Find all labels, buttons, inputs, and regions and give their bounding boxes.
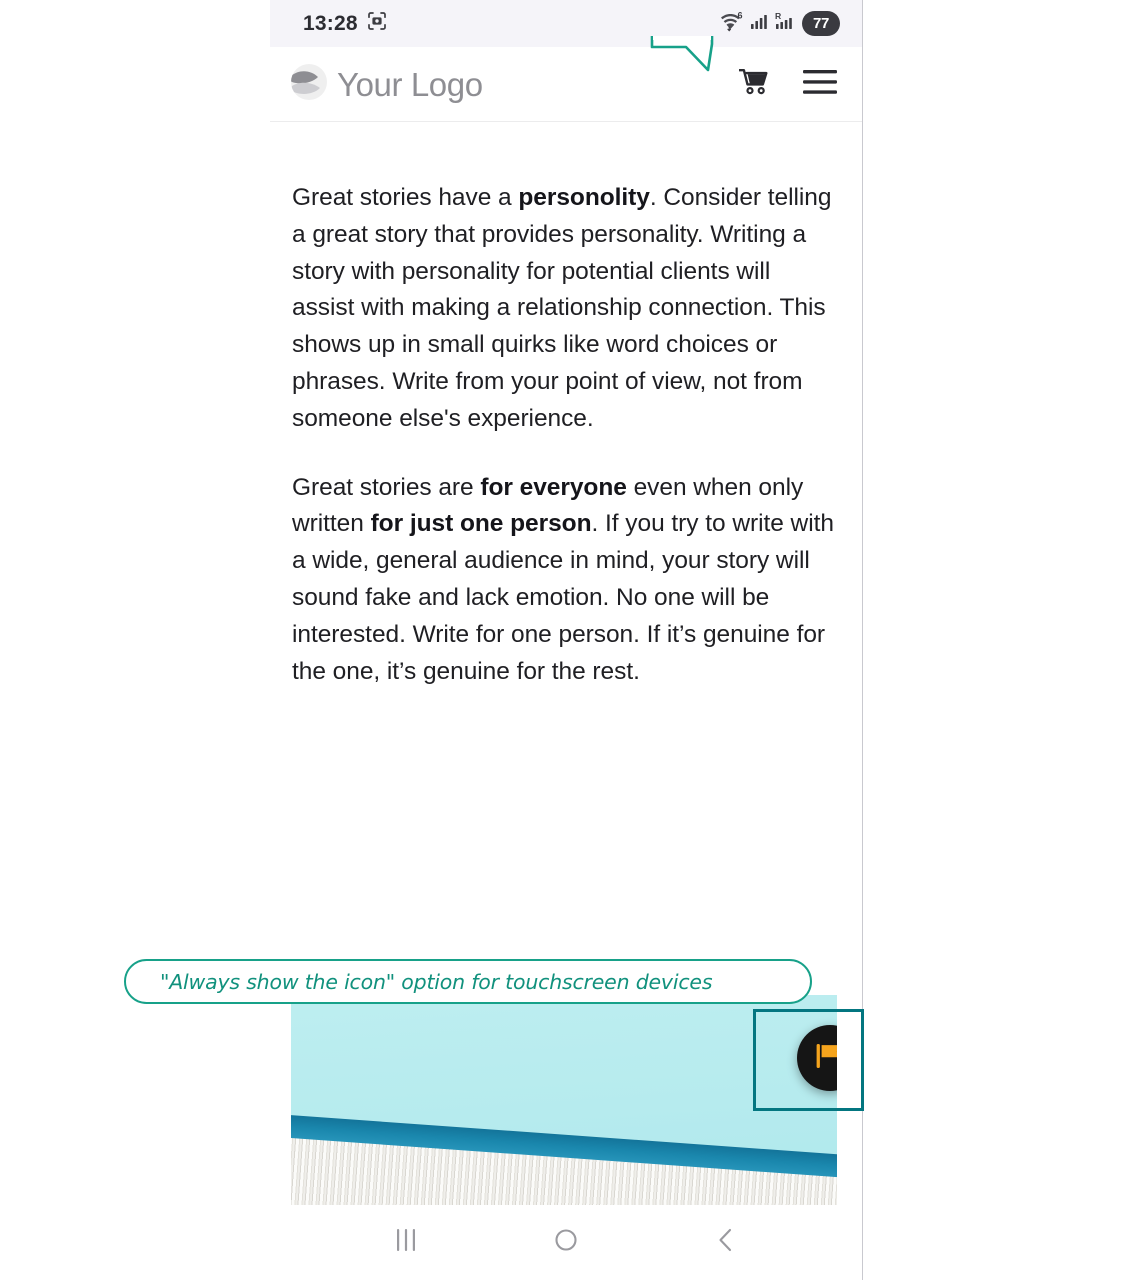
- annotation-callout-bubble: [124, 959, 812, 1004]
- annotation-callout-tail: [650, 36, 730, 89]
- svg-text:R: R: [775, 11, 782, 21]
- header-actions: [739, 68, 837, 101]
- status-bar-right: [720, 10, 840, 37]
- hamburger-menu-icon[interactable]: [803, 69, 837, 100]
- para1-text-b: . Consider telling a great story that provides personality. Writing a story with personality for potential clients will assist with making a relationship connection. This shows up in small quirks like word choices or phrases. Write from your point of view, not from someone else's experience.: [292, 184, 832, 432]
- back-icon: [711, 1224, 741, 1261]
- screenshot-icon: [367, 11, 387, 36]
- android-status-bar: [270, 0, 862, 47]
- site-header: [270, 47, 862, 122]
- recent-apps-icon: [391, 1224, 421, 1261]
- battery-indicator: 77: [802, 11, 840, 36]
- home-icon: [550, 1224, 582, 1261]
- recent-apps-button[interactable]: [371, 1217, 441, 1269]
- shopping-cart-icon[interactable]: [739, 68, 769, 101]
- paragraph-two: [292, 470, 838, 691]
- annotation-highlight-box: [753, 1009, 864, 1111]
- brand-name: Your Logo: [337, 65, 483, 103]
- home-button[interactable]: [531, 1217, 601, 1269]
- para1-bold-a: personolity: [518, 184, 650, 211]
- article-body: [270, 122, 862, 690]
- svg-text:6: 6: [737, 10, 743, 21]
- para2-bold-b: for just one person: [370, 510, 592, 538]
- brand-logo[interactable]: [290, 63, 483, 106]
- status-bar-left: [303, 11, 387, 36]
- para2-text-a: Great stories are: [292, 473, 481, 501]
- android-navigation-bar: [270, 1205, 862, 1280]
- para2-bold-a: for everyone: [480, 473, 627, 501]
- wifi-6-icon: [720, 10, 745, 37]
- status-bar-clock: 13:28: [303, 12, 358, 35]
- para2-text-b: even when only written: [292, 473, 804, 538]
- paragraph-one: [292, 180, 838, 438]
- annotation-callout-text: "Always show the icon" option for touchscreen devices: [160, 969, 713, 994]
- annotation-callout: [124, 959, 812, 1004]
- back-button[interactable]: [691, 1217, 761, 1269]
- signal-bars-icon: [750, 11, 770, 36]
- para2-text-c: . If you try to write with a wide, general audience in mind, your story will sound fake and lack emotion. No one will be interested. Write for one person. If it’s genuine for the one, it’s genuine for the rest.: [292, 510, 834, 685]
- para1-text-a: Great stories have a: [292, 184, 519, 211]
- your-logo-mark-icon: [290, 63, 328, 106]
- roaming-signal-bars-icon: [775, 11, 797, 36]
